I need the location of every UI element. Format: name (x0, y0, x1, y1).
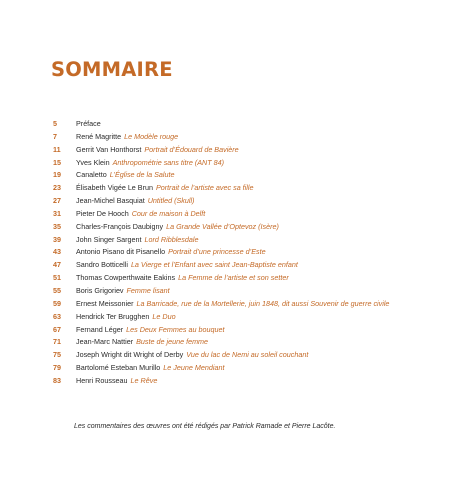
toc-page-number: 27 (53, 196, 61, 206)
toc-work-title: Portrait d’une princesse d’Este (168, 247, 266, 257)
toc-entry (53, 182, 463, 195)
toc-page-number: 35 (53, 221, 61, 231)
toc-work-title: Femme lisant (126, 285, 170, 295)
toc-page-number: 63 (53, 311, 61, 321)
toc-entry (53, 362, 463, 375)
toc-artist: Yves Klein (76, 157, 110, 167)
toc-artist: Henri Rousseau (76, 375, 128, 385)
table-of-contents (53, 118, 463, 388)
toc-page-number: 31 (53, 208, 61, 218)
toc-artist: Fernand Léger (76, 324, 124, 334)
toc-page-number: 47 (53, 260, 61, 270)
toc-artist: Élisabeth Vigée Le Brun (76, 183, 153, 193)
toc-page-number: 75 (53, 350, 61, 360)
toc-entry (53, 221, 463, 234)
toc-work-title: La Vierge et l’Enfant avec saint Jean-Baptiste enfant (130, 260, 298, 270)
credits-note: Les commentaires des œuvres ont été rédigés par Patrick Ramade et Pierre Lacôte. (74, 423, 336, 430)
toc-work-title: Vue du lac de Nemi au soleil couchant (186, 350, 309, 360)
toc-artist: Jean-Michel Basquiat (76, 196, 145, 206)
toc-work-title: Lord Ribblesdale (144, 234, 199, 244)
toc-page-number: 51 (53, 273, 61, 283)
toc-work-title: Les Deux Femmes au bouquet (126, 324, 225, 334)
toc-work-title: Untitled (Skull) (147, 196, 195, 206)
toc-work-title: Anthropométrie sans titre (ANT 84) (112, 157, 225, 167)
toc-entry (53, 272, 463, 285)
toc-work-title: La Femme de l’artiste et son setter (178, 273, 289, 283)
toc-artist: Hendrick Ter Brugghen (76, 311, 150, 321)
toc-entry (53, 234, 463, 247)
toc-page-number: 71 (53, 337, 61, 347)
toc-page-number: 83 (53, 375, 61, 385)
toc-page-number: 55 (53, 285, 61, 295)
toc-page-number: 5 (53, 119, 57, 128)
toc-artist: Bartolomé Esteban Murillo (76, 363, 161, 373)
toc-artist: Thomas Cowperthwaite Eakins (76, 273, 176, 283)
toc-work-title: Portrait de l’artiste avec sa fille (156, 183, 254, 193)
toc-artist: Jean-Marc Nattier (76, 337, 134, 347)
toc-artist: John Singer Sargent (76, 234, 142, 244)
toc-entry (53, 169, 463, 182)
toc-artist: Canaletto (76, 170, 107, 180)
toc-entry (53, 118, 463, 131)
toc-page-number: 43 (53, 247, 61, 257)
toc-artist: Charles-François Daubigny (76, 221, 164, 231)
toc-entry (53, 144, 463, 157)
toc-artist: Pieter De Hooch (76, 208, 129, 218)
toc-work-title: Le Duo (152, 311, 176, 321)
toc-entry (53, 195, 463, 208)
toc-page-number: 59 (53, 298, 61, 308)
toc-work-title: Le Modèle rouge (124, 131, 179, 141)
toc-entry (53, 311, 463, 324)
toc-page-number: 7 (53, 131, 57, 141)
toc-page-number: 15 (53, 157, 61, 167)
toc-page-number: 79 (53, 363, 61, 373)
toc-work-title: L’Église de la Salute (109, 170, 175, 180)
toc-work-title: Cour de maison à Delft (131, 208, 206, 218)
toc-entry (53, 324, 463, 337)
toc-entry (53, 246, 463, 259)
toc-page-number: 67 (53, 324, 61, 334)
toc-entry (53, 285, 463, 298)
toc-artist: Préface (76, 119, 101, 128)
toc-artist: Boris Grigoriev (76, 285, 124, 295)
toc-page-number: 23 (53, 183, 61, 193)
toc-artist: René Magritte (76, 131, 122, 141)
toc-work-title: Le Jeune Mendiant (163, 363, 225, 373)
toc-entry (53, 375, 463, 388)
page-title: SOMMAIRE (51, 58, 173, 81)
toc-entry (53, 259, 463, 272)
toc-work-title: La Barricade, rue de la Mortellerie, juin 1848, dit aussi Souvenir de guerre civile (136, 298, 390, 308)
toc-artist: Sandro Botticelli (76, 260, 128, 270)
toc-work-title: Buste de jeune femme (136, 337, 209, 347)
toc-entry (53, 349, 463, 362)
toc-page-number: 11 (53, 144, 61, 154)
toc-artist: Gerrit Van Honthorst (76, 144, 142, 154)
toc-page-number: 19 (53, 170, 61, 180)
toc-page-number: 39 (53, 234, 61, 244)
toc-artist: Antonio Pisano dit Pisanello (76, 247, 166, 257)
toc-entry (53, 131, 463, 144)
toc-entry (53, 298, 463, 311)
toc-work-title: La Grande Vallée d’Optevoz (Isère) (166, 221, 279, 231)
toc-artist: Joseph Wright dit Wright of Derby (76, 350, 184, 360)
toc-entry (53, 157, 463, 170)
toc-artist: Ernest Meissonier (76, 298, 134, 308)
toc-work-title: Le Rêve (130, 375, 158, 385)
toc-entry (53, 208, 463, 221)
toc-entry (53, 336, 463, 349)
toc-work-title: Portrait d’Édouard de Bavière (144, 144, 239, 154)
